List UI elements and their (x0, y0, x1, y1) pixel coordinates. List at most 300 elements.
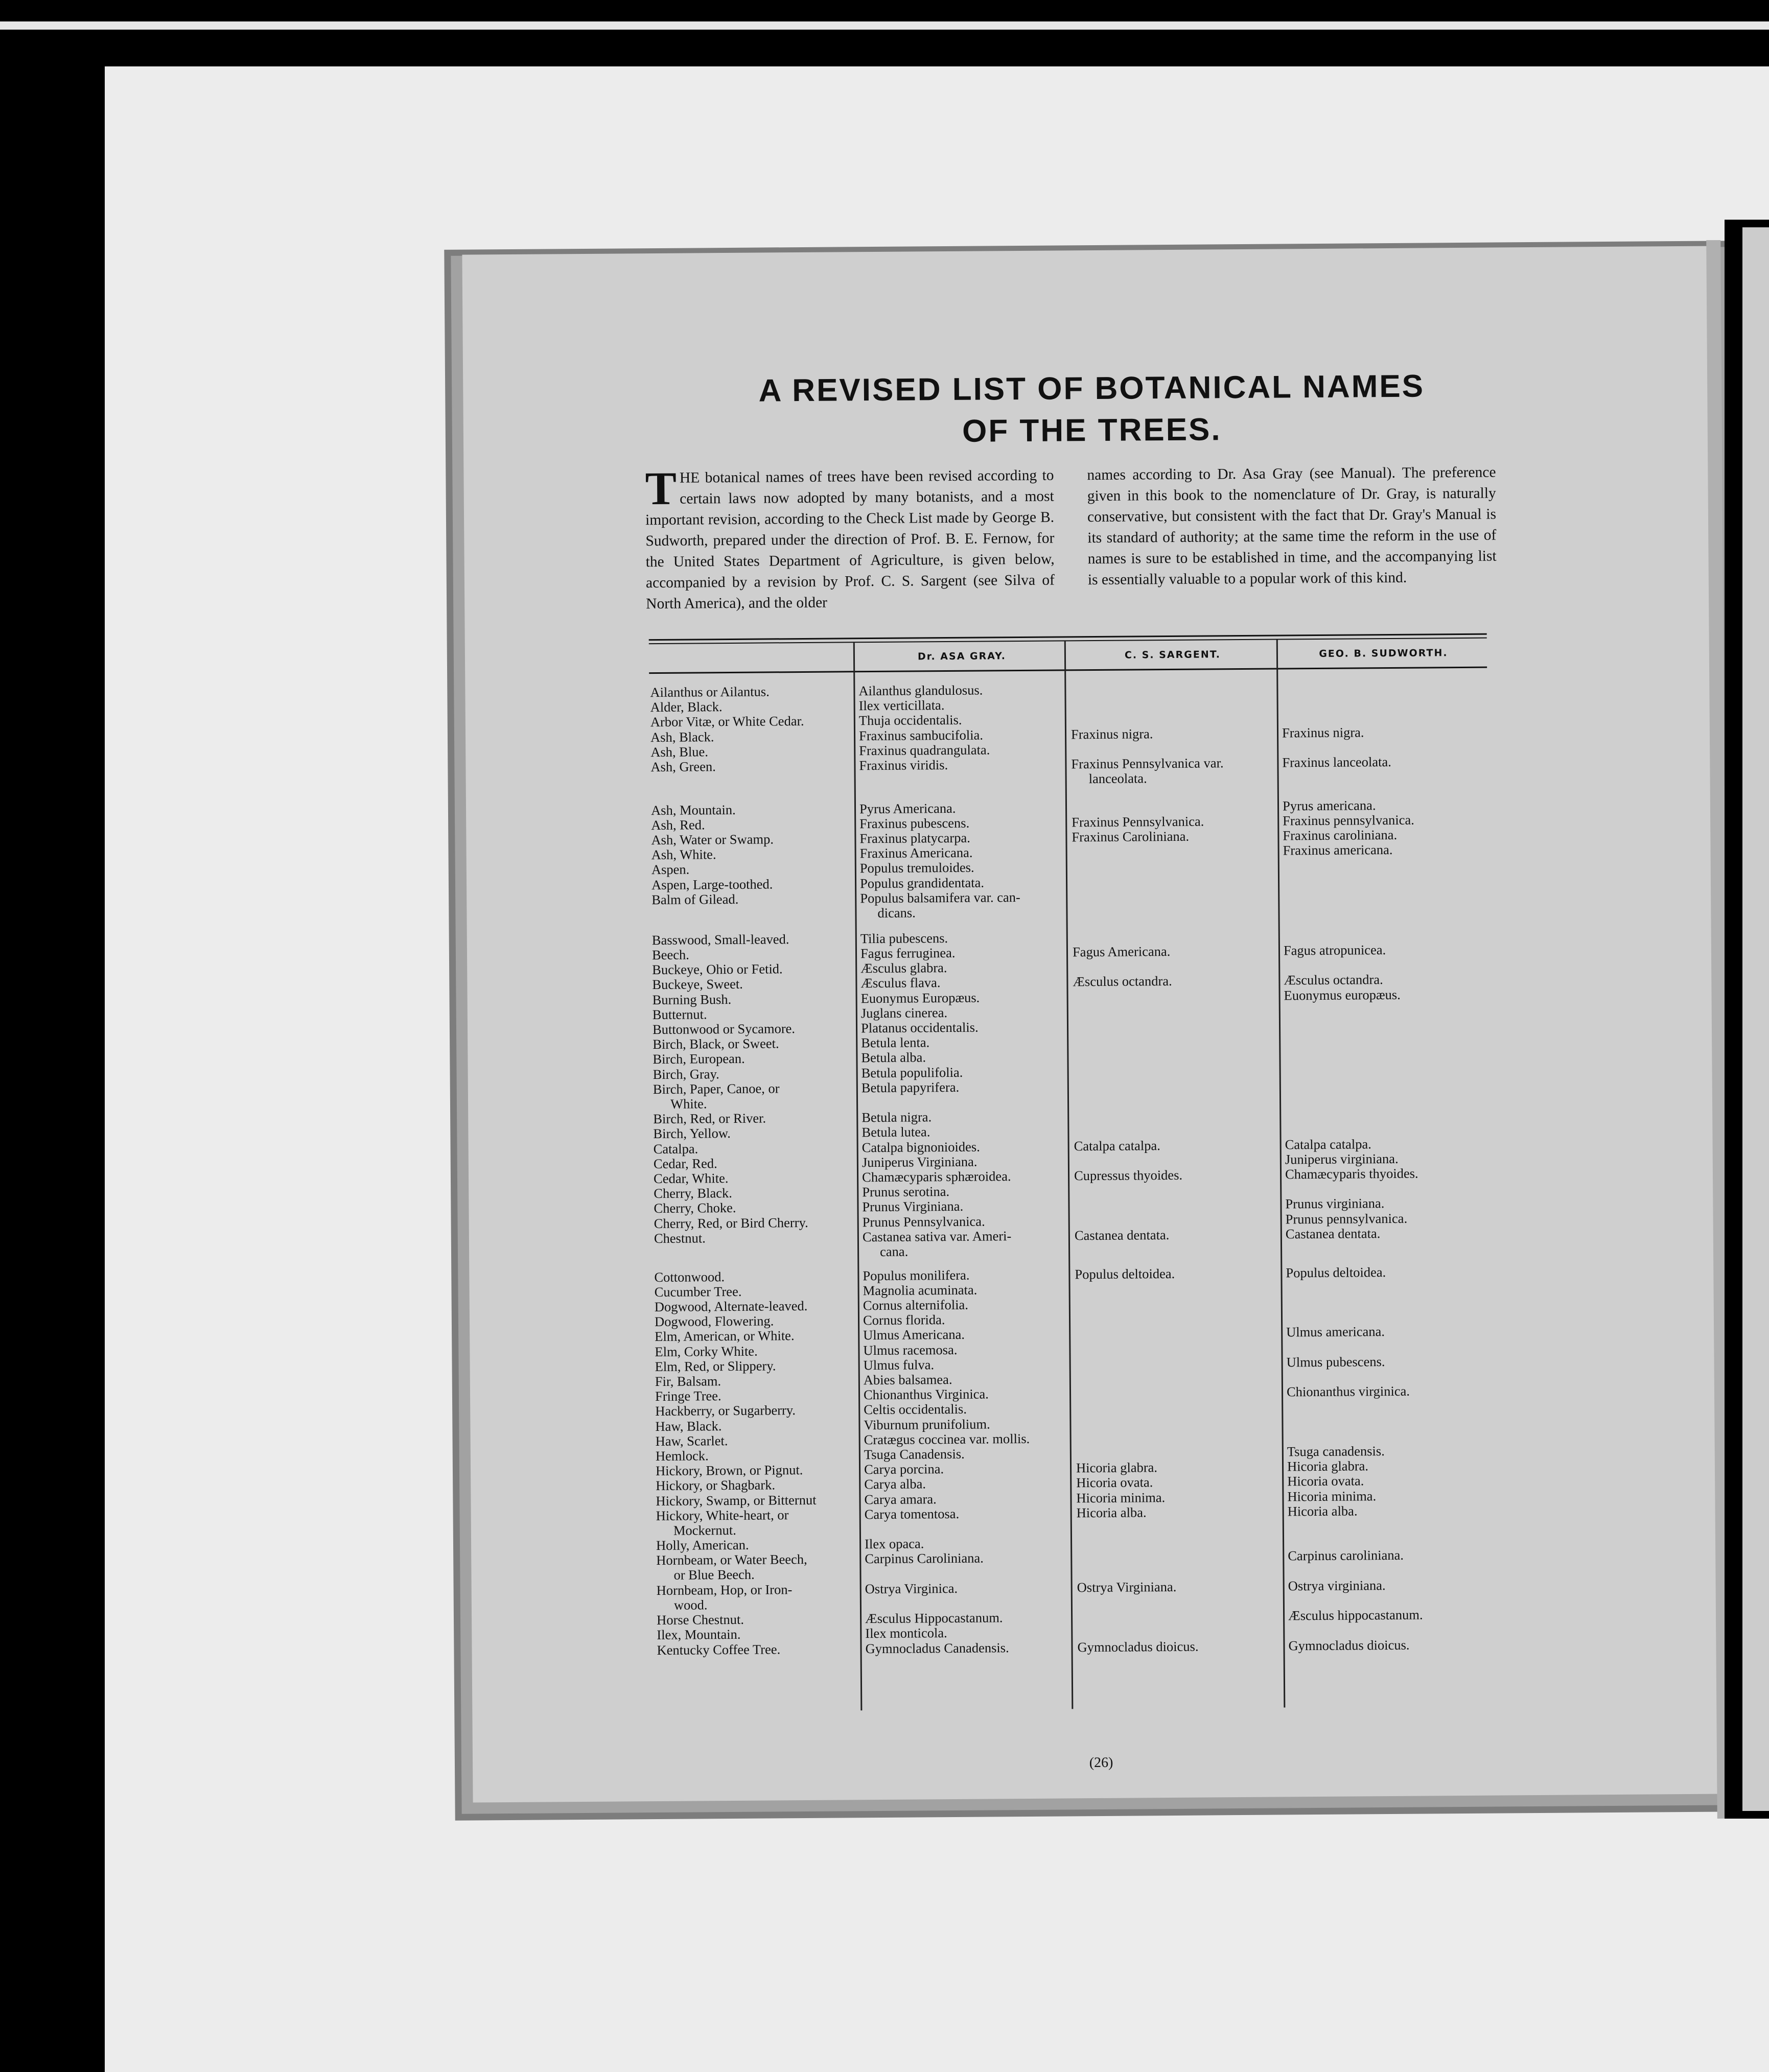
gray-name-cell (861, 1005, 947, 1021)
sargent-name-cell (1073, 944, 1171, 959)
common-name-cell-text: Butternut. (652, 1006, 707, 1022)
common-name-cell (653, 1007, 707, 1022)
common-name-cell (653, 1051, 744, 1067)
gray-name-cell-text: Æsculus glabra. (860, 960, 947, 976)
column-divider-2 (1064, 641, 1074, 1709)
gray-name-cell-text: Fraxinus viridis. (859, 757, 948, 773)
gray-name-cell (860, 845, 973, 861)
sargent-name-cell-text: Ostrya Virginiana. (1077, 1579, 1177, 1595)
title-line-1: A REVISED LIST OF BOTANICAL NAMES (758, 368, 1425, 409)
gray-name-cell (865, 1581, 958, 1596)
sudworth-name-cell-text: Pyrus americana. (1282, 797, 1376, 814)
sargent-name-cell (1077, 1505, 1147, 1520)
common-name-cell (654, 1269, 725, 1285)
gray-name-cell-text: Magnolia acuminata. (863, 1282, 977, 1299)
common-name-cell (655, 1388, 721, 1404)
common-name-cell-text: Aspen, Large-toothed. (651, 876, 773, 892)
common-name-cell-text: Beech. (651, 947, 689, 962)
common-name-cell (655, 1358, 776, 1374)
common-name-cell (656, 1448, 709, 1464)
sudworth-name-cell (1282, 755, 1391, 770)
sudworth-name-cell-text: Chionanthus virginica. (1286, 1383, 1410, 1400)
common-name-cell (655, 1299, 808, 1314)
gray-name-cell-text: Fraxinus quadrangulata. (859, 742, 990, 759)
page-number: (26) (1089, 1754, 1113, 1771)
gray-name-cell-text: Fraxinus platycarpa. (859, 830, 970, 846)
gray-name-cell (862, 1139, 980, 1155)
gray-name-cell-text: Ilex opaca. (864, 1536, 924, 1552)
common-name-cell-text: Ailanthus or Ailantus. (650, 684, 770, 700)
gray-name-cell (860, 890, 1020, 921)
gray-name-cell (863, 1229, 1012, 1259)
gray-name-cell (862, 1169, 1011, 1185)
intro-left-column (645, 462, 1055, 615)
common-name-cell (653, 1081, 780, 1112)
sudworth-name-cell (1288, 1503, 1358, 1519)
gray-name-cell (865, 1626, 947, 1641)
common-name-cell-text: Aspen. (651, 862, 690, 878)
gray-name-cell (860, 960, 947, 976)
common-name-cell (655, 1403, 796, 1419)
title-line-2: OF THE TREES. (962, 412, 1222, 449)
gray-name-cell (859, 831, 970, 846)
gray-name-cell (863, 1298, 968, 1313)
gray-name-cell-text: Populus grandidentata. (859, 875, 985, 891)
sargent-name-cell (1076, 1460, 1157, 1475)
sudworth-name-cell (1284, 972, 1383, 987)
common-name-cell-text: Kentucky Coffee Tree. (657, 1641, 781, 1658)
sudworth-name-cell (1283, 828, 1397, 843)
gray-name-cell-text: Betula lenta. (861, 1034, 930, 1051)
sudworth-name-cell-text: Æsculus hippocastanum. (1288, 1607, 1423, 1623)
common-name-cell-text: Arbor Vitæ, or White Cedar. (650, 713, 804, 730)
gray-name-cell-text: Cratægus coccinea var. mollis. (864, 1430, 1030, 1448)
gray-name-cell-text: Prunus serotina. (862, 1184, 950, 1200)
sargent-name-cell-text: Catalpa catalpa. (1074, 1137, 1160, 1153)
drop-cap: T (645, 462, 677, 515)
sargent-name-cell-text: Fraxinus Pennsylvanica var. (1071, 755, 1224, 772)
gray-name-cell-text: Chamæcyparis sphæroidea. (862, 1168, 1011, 1185)
common-name-cell (650, 729, 714, 745)
gray-name-cell-text: Ilex monticola. (865, 1625, 947, 1641)
gray-name-cell-text: Celtis occidentalis. (864, 1401, 967, 1418)
common-name-cell-text: Cedar, White. (653, 1170, 729, 1186)
common-name-cell-text: Dogwood, Flowering. (654, 1313, 774, 1330)
sudworth-name-cell (1288, 1637, 1409, 1653)
sudworth-name-cell-text: Euonymus europæus. (1284, 986, 1401, 1003)
common-name-cell (650, 759, 716, 774)
gray-name-cell (860, 931, 948, 946)
gray-name-cell-text: Juglans cinerea. (860, 1004, 948, 1021)
sargent-name-cell-text: Castanea dentata. (1074, 1227, 1170, 1243)
sargent-name-cell-text: Hicoria alba. (1076, 1504, 1147, 1521)
common-name-cell-text: Hornbeam, Hop, or Iron- (656, 1582, 793, 1598)
sargent-name-cell-text: Cupressus thyoides. (1074, 1167, 1183, 1184)
gray-name-cell (865, 1611, 1003, 1627)
common-name-cell (653, 1021, 795, 1037)
common-name-cell-text: Cedar, Red. (653, 1155, 717, 1171)
sargent-name-cell (1071, 756, 1223, 786)
sargent-name-cell-text: Hicoria ovata. (1076, 1474, 1153, 1491)
sargent-name-cell (1075, 1266, 1175, 1282)
common-name-cell (654, 1171, 729, 1186)
gray-name-cell (862, 1199, 963, 1214)
sargent-name-cell-text: Hicoria glabra. (1076, 1459, 1158, 1476)
gray-name-cell (859, 801, 956, 816)
common-name-cell (657, 1612, 744, 1628)
gray-name-cell (863, 1267, 969, 1283)
gray-name-cell (864, 1462, 944, 1477)
gray-name-cell-text: Populus tremuloides. (859, 860, 974, 876)
sudworth-name-cell (1288, 1548, 1404, 1564)
frame-top (0, 0, 1769, 21)
sargent-name-cell-text: Fraxinus nigra. (1070, 725, 1153, 742)
common-name-cell (652, 932, 789, 948)
gray-name-cell-text: Æsculus Hippocastanum. (865, 1610, 1003, 1627)
sudworth-name-cell-text: Tsuga canadensis. (1287, 1443, 1385, 1459)
common-name-cell (653, 1067, 719, 1082)
sudworth-name-cell (1287, 1354, 1385, 1370)
common-name-cell-text: Birch, Black, or Sweet. (653, 1035, 779, 1052)
sargent-name-cell-text: Fagus Americana. (1072, 943, 1171, 960)
sudworth-name-cell (1288, 1578, 1386, 1593)
common-name-cell-text: Cottonwood. (654, 1268, 725, 1285)
column-header-sudworth: GEO. B. SUDWORTH. (1319, 647, 1448, 660)
common-name-cell (651, 877, 773, 892)
gray-name-cell (860, 860, 974, 876)
sudworth-name-cell-text: Fagus atropunicea. (1283, 941, 1386, 958)
frame-top-strip (0, 21, 1769, 30)
gray-name-cell (859, 816, 969, 831)
sudworth-name-cell-text: Chamæcyparis thyoides. (1285, 1165, 1418, 1182)
sargent-name-cell (1073, 974, 1172, 989)
gray-name-cell (860, 946, 956, 961)
sargent-name-cell (1072, 829, 1189, 845)
gray-name-cell-text: Ailanthus glandulosus. (858, 682, 983, 699)
sargent-name-cell-text: Gymnocladus dioicus. (1077, 1638, 1199, 1655)
gray-name-cell-text: Populus monilifera. (863, 1267, 970, 1283)
gray-name-cell (858, 683, 983, 699)
common-name-cell (656, 1478, 775, 1494)
gray-name-cell-continuation: dicans. (877, 905, 916, 921)
sudworth-name-cell (1285, 1166, 1418, 1182)
common-name-cell-text: Elm, American, or White. (655, 1328, 795, 1345)
sudworth-name-cell-text: Populus deltoidea. (1286, 1264, 1386, 1281)
gray-name-cell-text: Tilia pubescens. (860, 930, 948, 946)
sudworth-name-cell-text: Carpinus caroliniana. (1288, 1547, 1404, 1564)
common-name-cell (653, 1111, 766, 1127)
column-header-gray: Dr. ASA GRAY. (917, 650, 1006, 663)
common-name-cell-text: Hemlock. (655, 1448, 709, 1464)
sargent-name-cell (1074, 1168, 1182, 1183)
gray-name-cell (860, 875, 984, 891)
gray-name-cell-text: Carya amara. (864, 1491, 937, 1507)
gray-name-cell-text: Ulmus racemosa. (863, 1341, 958, 1358)
gray-name-cell-text: Chionanthus Virginica. (863, 1386, 989, 1403)
common-name-cell-text: Cherry, Choke. (654, 1200, 736, 1216)
sudworth-name-cell-text: Gymnocladus dioicus. (1288, 1637, 1410, 1654)
gray-name-cell (862, 1110, 932, 1125)
common-name-cell (657, 1582, 793, 1613)
sudworth-name-cell-text: Fraxinus pennsylvanica. (1283, 812, 1414, 829)
common-name-cell (651, 847, 716, 862)
common-name-cell-text: Haw, Black. (655, 1418, 722, 1434)
sudworth-name-cell-text: Ostrya virginiana. (1288, 1577, 1386, 1594)
sargent-name-cell-text: Hicoria minima. (1076, 1489, 1166, 1505)
gray-name-cell-text: Platanus occidentalis. (860, 1019, 979, 1036)
intro-right-column (1087, 462, 1497, 591)
common-name-cell-text: Chestnut. (654, 1230, 706, 1246)
common-name-cell-text: Buckeye, Ohio or Fetid. (652, 961, 783, 978)
common-name-cell (655, 1314, 774, 1330)
sudworth-name-cell (1288, 1608, 1423, 1623)
sudworth-name-cell (1285, 1196, 1384, 1211)
gray-name-cell-text: Populus balsamifera var. can- (860, 889, 1020, 906)
gray-name-cell-text: Catalpa bignonioides. (862, 1139, 980, 1155)
gray-name-cell-text: Abies balsamea. (863, 1372, 952, 1388)
sudworth-name-cell-text: Prunus pennsylvanica. (1285, 1210, 1408, 1227)
gray-name-cell (865, 1551, 984, 1567)
common-name-cell-continuation: wood. (673, 1597, 708, 1613)
gray-name-cell (862, 1065, 963, 1080)
common-name-cell-text: Fringe Tree. (655, 1388, 721, 1404)
sudworth-name-cell-text: Hicoria ovata. (1287, 1473, 1364, 1489)
sudworth-name-cell (1287, 1489, 1376, 1504)
gray-name-cell-text: Carya porcina. (864, 1461, 944, 1477)
gray-name-cell (860, 975, 940, 991)
sudworth-name-cell (1283, 842, 1393, 858)
intro-right-text: names according to Dr. Asa Gray (see Manual). The preference given in this book to the nomenclature of Dr. Gray, is naturally conservative, but consistent with the fact that Dr. Gray's Manual is its standard of authority; at the same time the reform in the use of names is sure to be established in time, and the accompanying list is essentially valuable to a popular work of this kind. (1087, 464, 1497, 588)
sudworth-name-cell-text: Fraxinus caroliniana. (1283, 827, 1398, 843)
common-name-cell-text: Holly, American. (656, 1537, 749, 1553)
sargent-name-cell (1072, 814, 1204, 830)
gray-name-cell (864, 1477, 926, 1492)
gray-name-cell-text: Prunus Pennsylvanica. (862, 1213, 985, 1230)
common-name-cell (652, 977, 743, 992)
sudworth-name-cell-text: Hicoria alba. (1287, 1503, 1358, 1519)
common-name-cell-text: Horse Chestnut. (657, 1612, 744, 1628)
gray-name-cell (863, 1214, 985, 1230)
gray-name-cell (862, 1184, 949, 1199)
sudworth-name-cell (1286, 1211, 1408, 1227)
table-top-rule (649, 633, 1487, 641)
common-name-cell (654, 1156, 717, 1171)
sargent-name-cell (1076, 1475, 1153, 1491)
frame-line (0, 30, 1769, 66)
sudworth-name-cell-text: Æsculus octandra. (1284, 972, 1383, 988)
frame-left (0, 66, 105, 2072)
gray-name-cell (862, 1125, 930, 1140)
sargent-name-cell-text: Populus deltoidea. (1075, 1265, 1175, 1282)
common-name-cell-text: Elm, Red, or Slippery. (655, 1358, 776, 1374)
common-name-cell-text: Fir, Balsam. (655, 1373, 721, 1390)
gray-name-cell-text: Castanea sativa var. Ameri- (862, 1228, 1012, 1244)
common-name-cell (654, 1141, 699, 1157)
gray-name-cell (859, 698, 945, 713)
gray-name-cell (859, 727, 983, 743)
common-name-cell (656, 1538, 749, 1553)
sudworth-name-cell-text: Ulmus americana. (1286, 1324, 1385, 1340)
common-name-cell-text: Buckeye, Sweet. (652, 976, 743, 993)
common-name-cell (657, 1627, 740, 1642)
common-name-cell-text: Ash, Green. (650, 759, 716, 775)
gray-name-cell (863, 1327, 965, 1343)
document-page (462, 246, 1730, 1802)
common-name-cell-text: Ash, Water or Swamp. (651, 831, 774, 848)
common-name-cell (652, 947, 689, 962)
gray-name-cell-text: Euonymus Europæus. (860, 990, 980, 1006)
sudworth-name-cell-text: Castanea dentata. (1285, 1225, 1381, 1242)
common-name-cell (656, 1552, 807, 1583)
common-name-cell (652, 961, 783, 977)
gray-name-cell-text: Betula papyrifera. (861, 1079, 960, 1095)
gray-name-cell-text: Betula nigra. (862, 1109, 932, 1125)
gray-name-cell-continuation: cana. (879, 1243, 909, 1259)
common-name-cell-text: Ash, White. (651, 846, 716, 863)
gray-name-cell (864, 1357, 935, 1373)
gray-name-cell (862, 1080, 959, 1095)
gray-name-cell (864, 1417, 990, 1432)
common-name-cell (654, 1186, 732, 1201)
gray-name-cell-text: Pyrus Americana. (859, 800, 956, 816)
sudworth-name-cell-text: Hicoria glabra. (1287, 1458, 1369, 1474)
sudworth-name-cell-text: Fraxinus nigra. (1282, 724, 1364, 741)
common-name-cell-text: Hornbeam, or Water Beech, (656, 1551, 807, 1568)
sargent-name-cell-continuation: lanceolata. (1088, 770, 1147, 787)
gray-name-cell-text: Ulmus Americana. (863, 1327, 965, 1343)
common-name-cell-continuation: Mockernut. (673, 1522, 736, 1538)
common-name-cell-text: Birch, Yellow. (653, 1125, 731, 1142)
gray-name-cell (862, 1154, 977, 1170)
sudworth-name-cell-text: Prunus virginiana. (1285, 1195, 1385, 1212)
common-name-cell (650, 714, 804, 729)
sudworth-name-cell (1282, 725, 1364, 740)
facing-page-edge (1742, 227, 1769, 1811)
common-name-cell (651, 892, 738, 907)
sudworth-name-cell-text: Fraxinus lanceolata. (1282, 754, 1391, 770)
gray-name-cell (864, 1492, 936, 1507)
gray-name-cell (863, 1343, 957, 1358)
sudworth-name-cell (1284, 987, 1401, 1003)
common-name-cell (655, 1419, 721, 1434)
common-name-cell (651, 817, 705, 833)
sudworth-name-cell-text: Ulmus pubescens. (1286, 1353, 1385, 1370)
common-name-cell-text: Hickory, White-heart, or (656, 1507, 789, 1523)
sargent-name-cell (1071, 726, 1153, 742)
common-name-cell (650, 684, 770, 700)
common-name-cell-text: Birch, Gray. (653, 1066, 719, 1082)
common-name-cell-text: Hickory, Swamp, or Bitternut (656, 1492, 817, 1509)
common-name-cell (653, 1126, 731, 1141)
gray-name-cell (859, 758, 948, 773)
common-name-cell (653, 1036, 779, 1052)
common-name-cell (655, 1344, 757, 1359)
gray-name-cell (864, 1402, 967, 1417)
sudworth-name-cell (1283, 813, 1414, 829)
gray-name-cell-text: Fraxinus Americana. (859, 844, 973, 861)
gray-name-cell-text: Betula populifolia. (861, 1064, 963, 1080)
common-name-cell-text: Dogwood, Alternate-leaved. (654, 1298, 808, 1315)
gray-name-cell-text: Fraxinus pubescens. (859, 815, 970, 832)
common-name-cell-continuation: White. (670, 1096, 707, 1112)
common-name-cell-text: Elm, Corky White. (655, 1343, 758, 1359)
gray-name-cell-text: Fagus ferruginea. (860, 945, 956, 961)
sudworth-name-cell (1284, 943, 1386, 958)
common-name-cell (650, 699, 723, 715)
sudworth-name-cell (1286, 1265, 1386, 1280)
common-name-cell-text: Buttonwood or Sycamore. (652, 1021, 796, 1037)
gray-name-cell (863, 1312, 945, 1328)
common-name-cell-text: Hickory, or Shagbark. (656, 1477, 776, 1494)
common-name-cell-text: Haw, Scarlet. (655, 1432, 728, 1449)
common-name-cell (655, 1329, 794, 1345)
gray-name-cell-text: Carya tomentosa. (864, 1505, 960, 1522)
gray-name-cell (861, 990, 980, 1006)
intro-left-text: HE botanical names of trees have been revised according to certain laws now adopted by many botanists, and a most important revision, according to the Check List made by George B. Sudworth, prepared under the direction of Prof. B. E. Fernow, for the United States Department of Agriculture, is given below, accompanied by a revision by Prof. C. S. Sargent (see Silva of North America), and the older (645, 467, 1055, 613)
gray-name-cell-text: Tsuga Canadensis. (864, 1446, 965, 1463)
gray-name-cell (865, 1506, 960, 1522)
common-name-cell (654, 1200, 736, 1216)
gray-name-cell-text: Juniperus Virginiana. (862, 1153, 977, 1170)
sargent-name-cell (1077, 1580, 1177, 1595)
sargent-name-cell (1074, 1138, 1160, 1153)
gray-name-cell-text: Ostrya Virginica. (865, 1580, 958, 1597)
common-name-cell (654, 1231, 706, 1246)
common-name-cell (651, 803, 736, 818)
common-name-cell (657, 1642, 780, 1658)
common-name-cell-text: Catalpa. (653, 1140, 699, 1157)
sudworth-name-cell (1287, 1444, 1385, 1459)
sudworth-name-cell (1287, 1384, 1410, 1400)
sudworth-name-cell (1286, 1226, 1381, 1241)
common-name-cell-text: Birch, Red, or River. (653, 1110, 766, 1127)
gray-name-cell-text: Carpinus Caroliniana. (865, 1550, 984, 1567)
gray-name-cell (865, 1537, 924, 1552)
gray-name-cell-text: Prunus Virginiana. (862, 1198, 964, 1215)
gray-name-cell (864, 1387, 989, 1403)
gray-name-cell-text: Æsculus flava. (860, 975, 941, 991)
page-title (463, 363, 1720, 456)
common-name-cell-text: Alder, Black. (650, 699, 723, 715)
gray-name-cell (865, 1640, 1009, 1656)
common-name-cell-continuation: or Blue Beech. (673, 1567, 755, 1583)
gray-name-cell (864, 1447, 965, 1462)
gray-name-cell-text: Cornus florida. (863, 1312, 945, 1328)
common-name-cell-text: Burning Bush. (652, 991, 732, 1007)
sargent-name-cell-text: Fraxinus Pennsylvanica. (1072, 813, 1204, 830)
sargent-name-cell (1076, 1490, 1165, 1505)
common-name-cell-text: Birch, Paper, Canoe, or (653, 1080, 780, 1097)
sudworth-name-cell (1287, 1459, 1368, 1474)
common-name-cell-text: Cherry, Black. (654, 1185, 732, 1202)
gray-name-cell-text: Fraxinus sambucifolia. (858, 727, 984, 743)
gray-name-cell (859, 742, 990, 758)
sargent-name-cell-text: Æsculus octandra. (1073, 973, 1172, 990)
common-name-cell (656, 1433, 728, 1449)
common-name-cell-text: Ash, Blue. (650, 744, 708, 760)
gray-name-cell-text: Ilex verticillata. (858, 697, 945, 714)
common-name-cell (655, 1284, 742, 1300)
common-name-cell (655, 1374, 721, 1389)
sudworth-name-cell (1287, 1474, 1364, 1489)
common-name-cell (656, 1463, 803, 1478)
common-name-cell-text: Ash, Black. (650, 728, 714, 745)
common-name-cell-text: Hackberry, or Sugarberry. (655, 1402, 796, 1419)
sudworth-name-cell-text: Hicoria minima. (1287, 1488, 1377, 1504)
common-name-cell-text: Basswood, Small-leaved. (651, 931, 789, 948)
sudworth-name-cell-text: Catalpa catalpa. (1285, 1136, 1371, 1152)
table-header-rule (649, 667, 1487, 674)
